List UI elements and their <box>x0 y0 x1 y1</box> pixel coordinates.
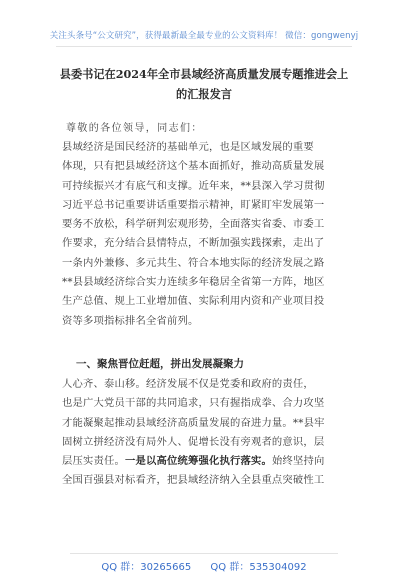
qq-group-2: QQ 群：535304092 <box>210 562 307 573</box>
paragraph-line: 要务不放松，科学研判宏观形势，全面落实省委、市委工 <box>62 218 325 231</box>
header-banner: 关注头条号“公文研究”，获得最新最全最专业的公文资料库！ 微信：gongwenyj <box>49 31 359 41</box>
paragraph-line: 体现，只有把县域经济这个基本面抓好，推动高质量发展 <box>62 160 325 173</box>
paragraph-line: 固树立拼经济没有局外人、促增长没有旁观者的意识，层 <box>62 435 325 448</box>
section-heading-1: 一、聚焦晋位赶超，拼出发展凝聚力 <box>76 358 244 370</box>
paragraph-line: 一条内外兼修、多元共生、符合本地实际的经济发展之路 <box>62 256 325 269</box>
qq-group-1: QQ 群：30265665 <box>101 562 192 573</box>
header-divider <box>56 46 352 47</box>
paragraph-line: 可持续振兴才有底气和支撑。近年来，**县深入学习贯彻 <box>62 179 325 192</box>
paragraph-line-with-bold <box>62 452 352 471</box>
paragraph-intro <box>62 138 352 331</box>
paragraph-line: **县县域经济综合实力连续多年稳居全省第一方阵，地区 <box>62 276 325 289</box>
paragraph-line: 才能凝聚起推动县域经济高质量发展的奋进力量。**县牢 <box>62 416 325 429</box>
paragraph-text: 始终坚持向 <box>271 455 325 468</box>
paragraph-line: 全国百强县对标看齐，把县域经济纳入全县重点突破性工 <box>62 474 325 487</box>
paragraph-line: 作要求，充分结合县情特点，不断加强实践探索，走出了 <box>62 237 325 250</box>
footer-divider <box>70 553 338 554</box>
salutation: 尊敬的各位领导，同志们： <box>66 123 203 134</box>
paragraph-section-1 <box>62 375 352 491</box>
title-line-2: 的汇报发言 <box>176 87 232 101</box>
paragraph-line: 县域经济是国民经济的基础单元，也是区域发展的重要 <box>62 141 314 153</box>
footer <box>0 558 408 573</box>
bold-subheading: 一是以高位统筹强化执行落实。 <box>124 455 272 468</box>
paragraph-line: 习近平总书记重要讲话重要指示精神，盯紧盯牢发展第一 <box>62 198 325 211</box>
paragraph-line: 资等多项指标排名全省前列。 <box>62 314 199 327</box>
paragraph-line: 生产总值、规上工业增加值、实际利用内资和产业项目投 <box>62 295 325 308</box>
paragraph-line: 也是广大党员干部的共同追求，只有握指成拳、合力攻坚 <box>62 397 325 410</box>
paragraph-text: 层压实责任。 <box>62 455 125 468</box>
title-line-1: 县委书记在2024年全市县域经济高质量发展专题推进会上 <box>59 67 349 81</box>
paragraph-line: 人心齐、泰山移。经济发展不仅是党委和政府的责任， <box>62 378 314 390</box>
document-title <box>40 64 368 104</box>
